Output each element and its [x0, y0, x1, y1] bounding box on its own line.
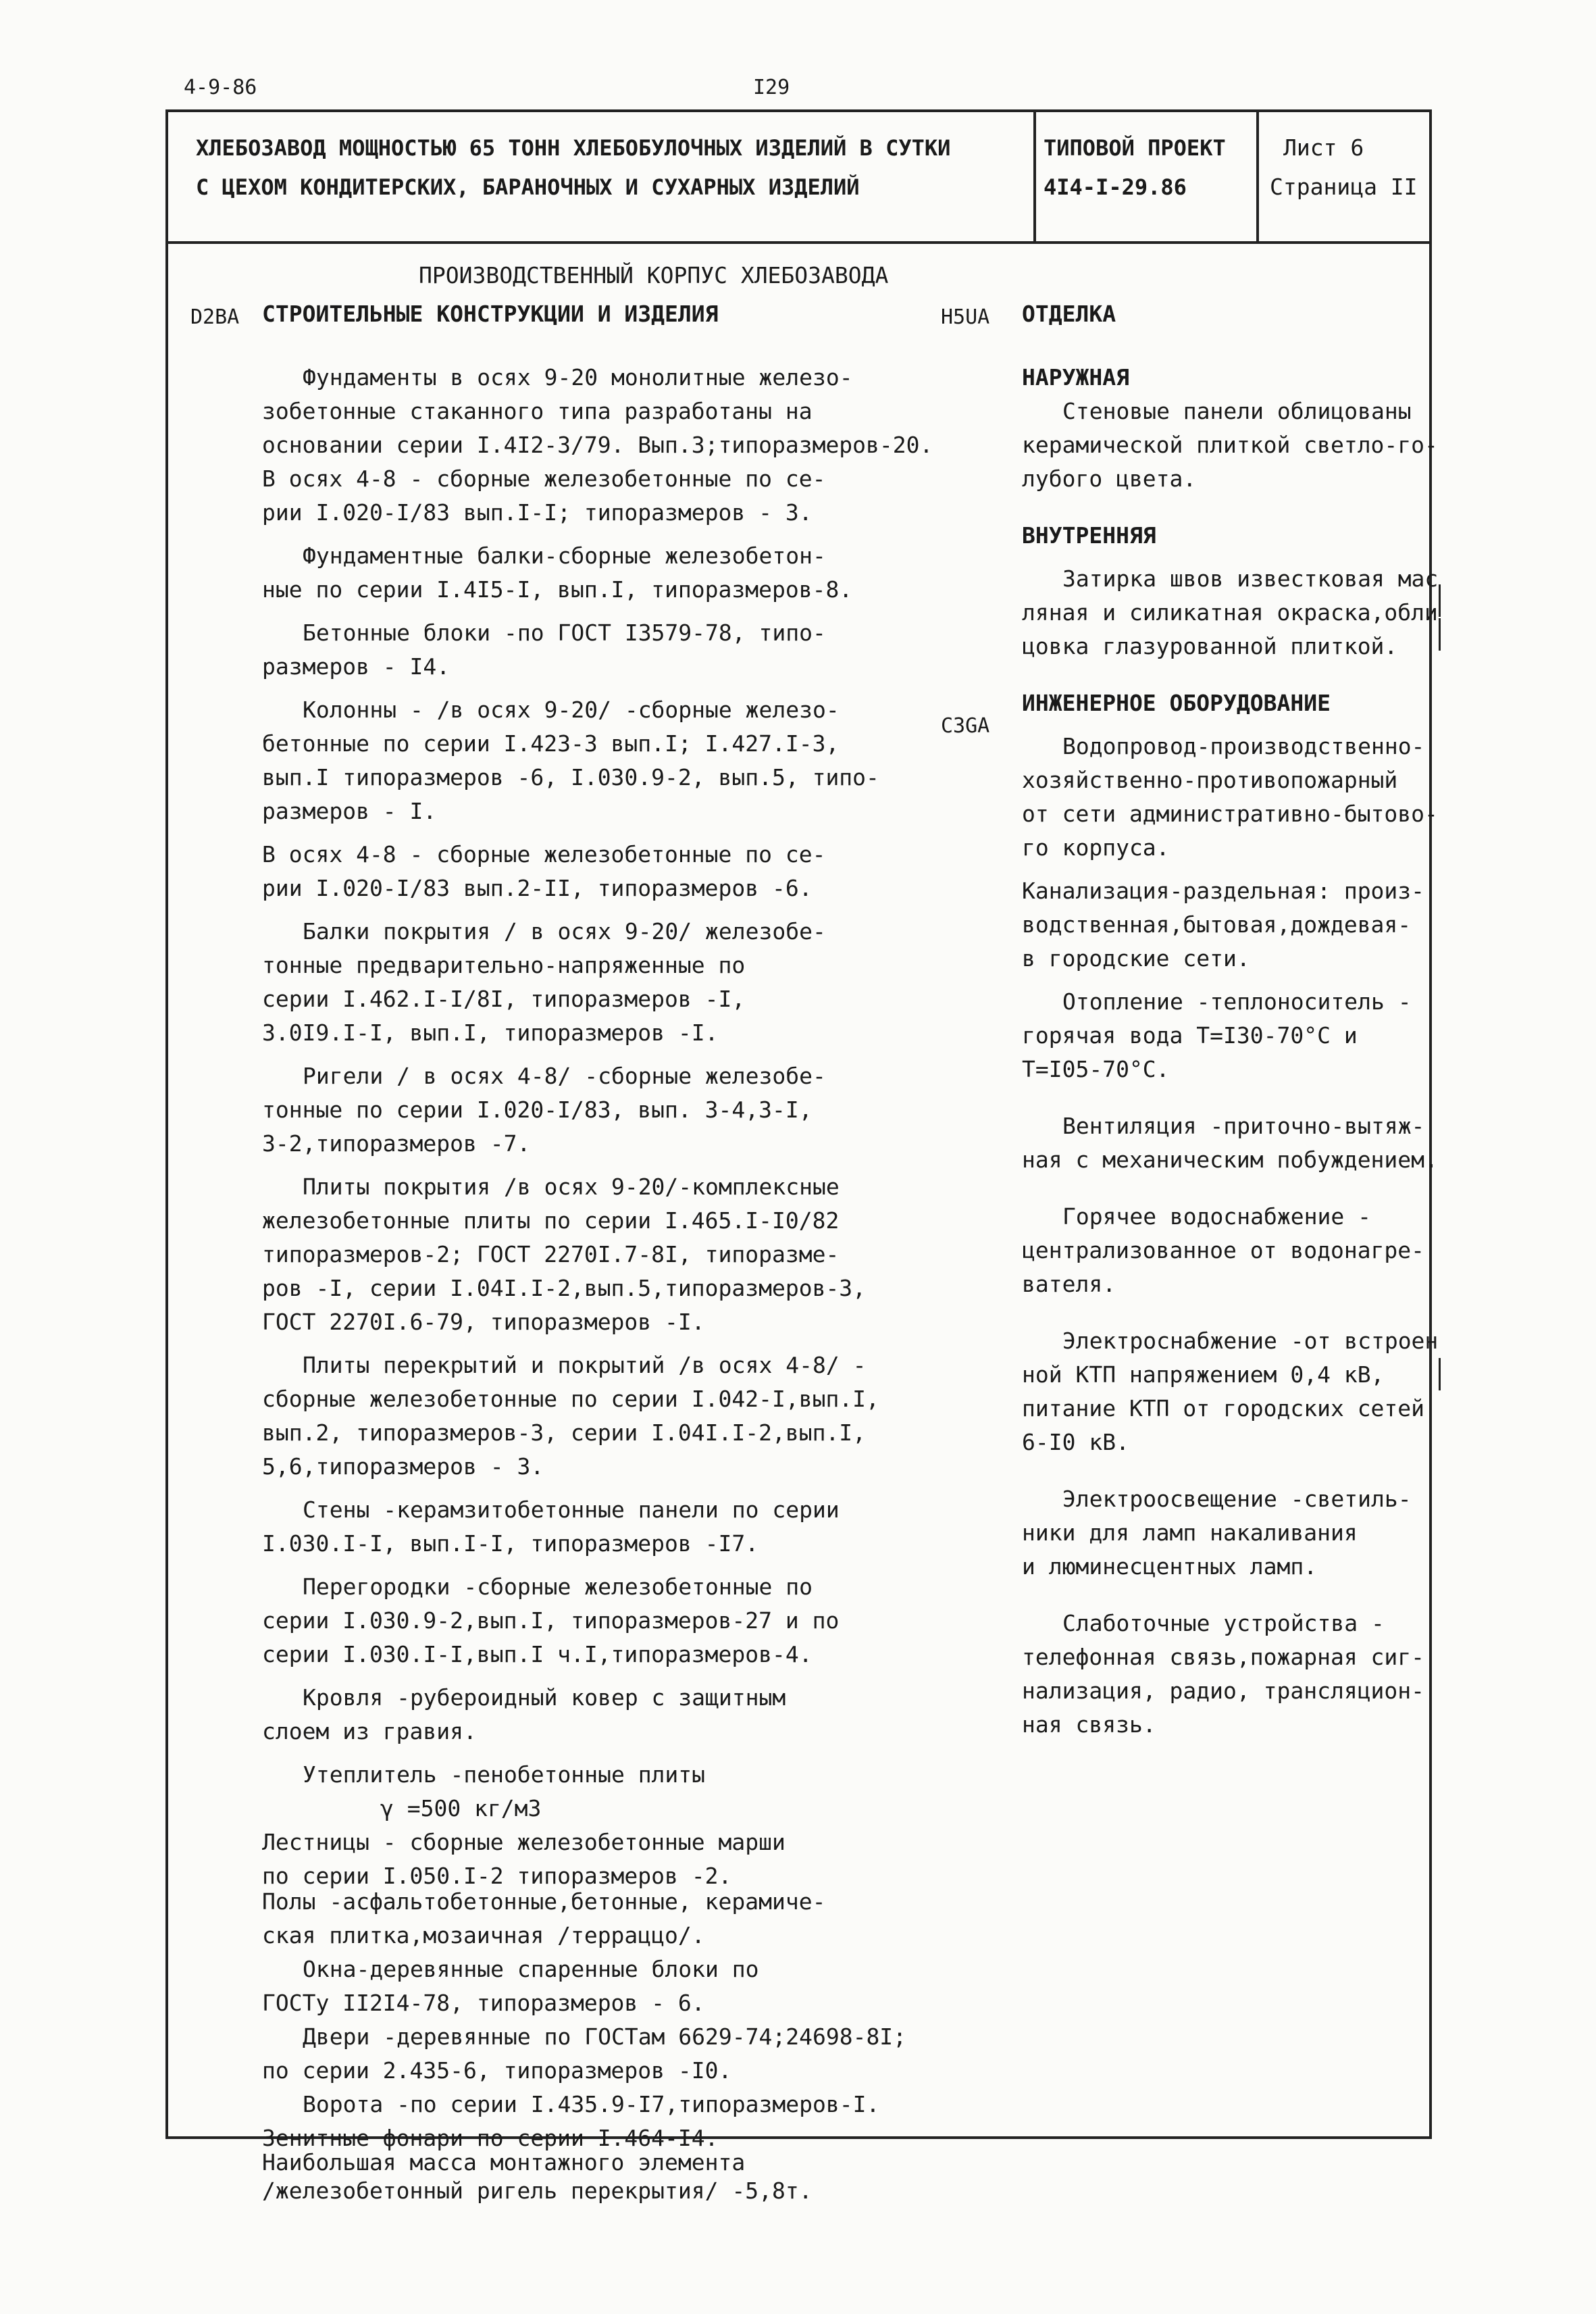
text-line: Слаботочные устройства - [1062, 1610, 1385, 1636]
text-line: вателя. [1022, 1271, 1116, 1297]
text-line: Отопление -теплоноситель - [1062, 988, 1412, 1015]
text-line: Кровля -рубероидный ковер с защитным [303, 1684, 786, 1711]
text-line: Водопровод-производственно- [1062, 733, 1425, 759]
text-line: Плиты покрытия /в осях 9-20/-комплексные [303, 1174, 840, 1200]
header-divider [165, 241, 1432, 244]
page-label: Страница II [1270, 174, 1418, 200]
text-line: Перегородки -сборные железобетонные по [303, 1574, 813, 1600]
text-line: ники для ламп накаливания [1022, 1519, 1358, 1546]
text-line: и люминесцентных ламп. [1022, 1553, 1318, 1580]
text-line: серии I.462.I-I/8I, типоразмеров -I, [262, 986, 746, 1012]
text-line: по серии 2.435-6, типоразмеров -I0. [262, 2057, 732, 2084]
text-line: тонные по серии I.020-I/83, вып. 3-4,3-I, [262, 1097, 813, 1123]
text-line: Окна-деревянные спаренные блоки по [303, 1956, 759, 1982]
text-line: Колонны - /в осях 9-20/ -сборные железо- [303, 697, 840, 723]
text-line: Зенитные фонари по серии I.464-I4. [262, 2125, 719, 2151]
text-line: Ригели / в осях 4-8/ -сборные железобе- [303, 1063, 826, 1089]
text-line: 3.0I9.I-I, вып.I, типоразмеров -I. [262, 1020, 719, 1046]
text-line: вып.2, типоразмеров-3, серии I.04I.I-2,вып.I, [262, 1419, 867, 1446]
text-line: серии I.030.9-2,вып.I, типоразмеров-27 и по [262, 1607, 840, 1634]
text-line: по серии I.050.I-2 типоразмеров -2. [262, 1863, 732, 1889]
sheet-number: Лист 6 [1283, 134, 1364, 161]
text-line: от сети административно-бытово- [1022, 801, 1438, 827]
text-line: ская плитка,мозаичная /терраццо/. [262, 1922, 705, 1948]
project-number: 4I4-I-29.86 [1044, 174, 1187, 200]
text-line: Стеновые панели облицованы [1062, 398, 1412, 424]
header-title-line: С ЦЕХОМ КОНДИТЕРСКИХ, БАРАНОЧНЫХ И СУХАРНЫХ ИЗДЕЛИЙ [196, 174, 860, 200]
header-title-line: ХЛЕБОЗАВОД МОЩНОСТЬЮ 65 ТОНН ХЛЕБОБУЛОЧНЫХ ИЗДЕЛИЙ В СУТКИ [196, 135, 951, 161]
text-line: ная связь. [1022, 1711, 1156, 1738]
text-line: серии I.030.I-I,вып.I ч.I,типоразмеров-4. [262, 1641, 813, 1667]
text-line: /железобетонный ригель перекрытия/ -5,8т. [262, 2178, 813, 2204]
text-line: железобетонные плиты по серии I.465.I-I0/82 [262, 1207, 840, 1234]
text-line: бетонные по серии I.423-3 вып.I; I.427.I-3, [262, 730, 840, 757]
text-line: керамической плиткой светло-го- [1022, 432, 1438, 458]
text-line: вып.I типоразмеров -6, I.030.9-2, вып.5, типо- [262, 764, 879, 790]
main-title: ПРОИЗВОДСТВЕННЫЙ КОРПУС ХЛЕБОЗАВОДА [419, 262, 889, 288]
text-line: Фундаментные балки-сборные железобетон- [303, 543, 826, 569]
text-line: зобетонные стаканного типа разработаны на [262, 398, 813, 424]
text-line: телефонная связь,пожарная сиг- [1022, 1644, 1425, 1670]
header-title [196, 128, 950, 207]
text-line: основании серии I.4I2-3/79. Вып.3;типоразмеров-20. [262, 432, 933, 458]
section-code: D2BA [190, 305, 240, 329]
text-line: Фундаменты в осях 9-20 монолитные железо- [303, 364, 853, 391]
subheading-interior: ВНУТРЕННЯЯ [1022, 522, 1156, 549]
text-line: Электроснабжение -от встроен [1062, 1328, 1439, 1354]
text-line: Плиты перекрытий и покрытий /в осях 4-8/ - [303, 1352, 867, 1378]
text-line: Двери -деревянные по ГОСТам 6629-74;24698-8I; [303, 2023, 907, 2050]
text-line: водственная,бытовая,дождевая- [1022, 911, 1412, 938]
text-line: Лестницы - сборные железобетонные марши [262, 1829, 786, 1855]
text-line: нализация, радио, трансляцион- [1022, 1678, 1425, 1704]
text-line: 3-2,типоразмеров -7. [262, 1130, 531, 1157]
text-line: рии I.020-I/83 вып.2-II, типоразмеров -6. [262, 875, 813, 901]
text-line: в городские сети. [1022, 945, 1250, 972]
text-line: ров -I, серии I.04I.I-2,вып.5,типоразмеров-3, [262, 1275, 867, 1301]
header-divider-1 [1033, 109, 1036, 243]
text-line: Балки покрытия / в осях 9-20/ железобе- [303, 918, 826, 945]
text-line: тонные предварительно-напряженные по [262, 952, 746, 978]
text-line: Ворота -по серии I.435.9-I7,типоразмеров-I. [303, 2091, 880, 2117]
page-number: I29 [753, 76, 790, 99]
text-line: В осях 4-8 - сборные железобетонные по се- [262, 841, 826, 867]
project-block [1044, 128, 1226, 207]
section-heading: СТРОИТЕЛЬНЫЕ КОНСТРУКЦИИ И ИЗДЕЛИЯ [262, 301, 719, 327]
text-line: го корпуса. [1022, 834, 1170, 861]
text-line: Стены -керамзитобетонные панели по серии [303, 1496, 840, 1523]
text-line: 5,6,типоразмеров - 3. [262, 1453, 544, 1480]
text-line: рии I.020-I/83 вып.I-I; типоразмеров - 3. [262, 499, 813, 526]
section-code-engineering: C3GA [941, 714, 990, 738]
text-line: Утеплитель -пенобетонные плиты [303, 1761, 706, 1788]
text-line: Полы -асфальтобетонные,бетонные, керамиче- [262, 1888, 826, 1915]
text-line: горячая вода T=I30-70°C и [1022, 1022, 1358, 1049]
margin-bracket [1439, 1358, 1441, 1390]
text-line: питание КТП от городских сетей [1022, 1395, 1425, 1422]
text-line: Бетонные блоки -по ГОСТ I3579-78, типо- [303, 620, 826, 646]
margin-bracket [1439, 618, 1441, 651]
section-heading-finishing: ОТДЕЛКА [1022, 301, 1116, 327]
text-line: Наибольшая масса монтажного элемента [262, 2149, 746, 2175]
project-label: ТИПОВОЙ ПРОЕКТ [1044, 135, 1226, 161]
text-line: ГОСТ 2270I.6-79, типоразмеров -I. [262, 1309, 705, 1335]
margin-bracket [1439, 584, 1441, 617]
text-line: Вентиляция -приточно-вытяж- [1062, 1113, 1425, 1139]
text-line: γ =500 кг/м3 [380, 1795, 542, 1821]
text-line: размеров - I4. [262, 653, 451, 680]
text-line: ГОСТу II2I4-78, типоразмеров - 6. [262, 1990, 705, 2016]
text-line: ная с механическим побуждением. [1022, 1147, 1438, 1173]
left-column [262, 297, 933, 2208]
text-line: Электроосвещение -светиль- [1062, 1486, 1412, 1512]
sheet-block [1270, 128, 1418, 207]
text-line: централизованное от водонагре- [1022, 1237, 1425, 1263]
text-line: Затирка швов известковая мас [1062, 565, 1439, 592]
text-line: лубого цвета. [1022, 466, 1197, 492]
text-line: В осях 4-8 - сборные железобетонные по се- [262, 466, 826, 492]
right-column [1022, 297, 1438, 1742]
text-line: хозяйственно-противопожарный [1022, 767, 1398, 793]
text-line: 6-I0 кВ. [1022, 1429, 1129, 1455]
text-line: размеров - I. [262, 798, 437, 824]
text-line: Горячее водоснабжение - [1062, 1203, 1371, 1230]
text-line: ной КТП напряжением 0,4 кВ, [1022, 1361, 1385, 1388]
section-heading-engineering: ИНЖЕНЕРНОЕ ОБОРУДОВАНИЕ [1022, 690, 1331, 716]
section-code-finishing: H5UA [941, 305, 990, 329]
text-line: типоразмеров-2; ГОСТ 2270I.7-8I, типоразме- [262, 1241, 840, 1267]
text-line: сборные железобетонные по серии I.042-I,вып.I, [262, 1386, 879, 1412]
text-line: цовка глазурованной плиткой. [1022, 633, 1398, 659]
header-divider-2 [1256, 109, 1259, 243]
text-line: ляная и силикатная окраска,обли [1022, 599, 1438, 626]
text-line: слоем из гравия. [262, 1718, 477, 1744]
document-code: 4-9-86 [184, 76, 257, 99]
subheading-exterior: НАРУЖНАЯ [1022, 364, 1129, 391]
text-line: T=I05-70°C. [1022, 1056, 1170, 1082]
text-line: Канализация-раздельная: произ- [1022, 878, 1425, 904]
text-line: ные по серии I.4I5-I, вып.I, типоразмеров-8. [262, 576, 853, 603]
text-line: I.030.I-I, вып.I-I, типоразмеров -I7. [262, 1530, 759, 1557]
